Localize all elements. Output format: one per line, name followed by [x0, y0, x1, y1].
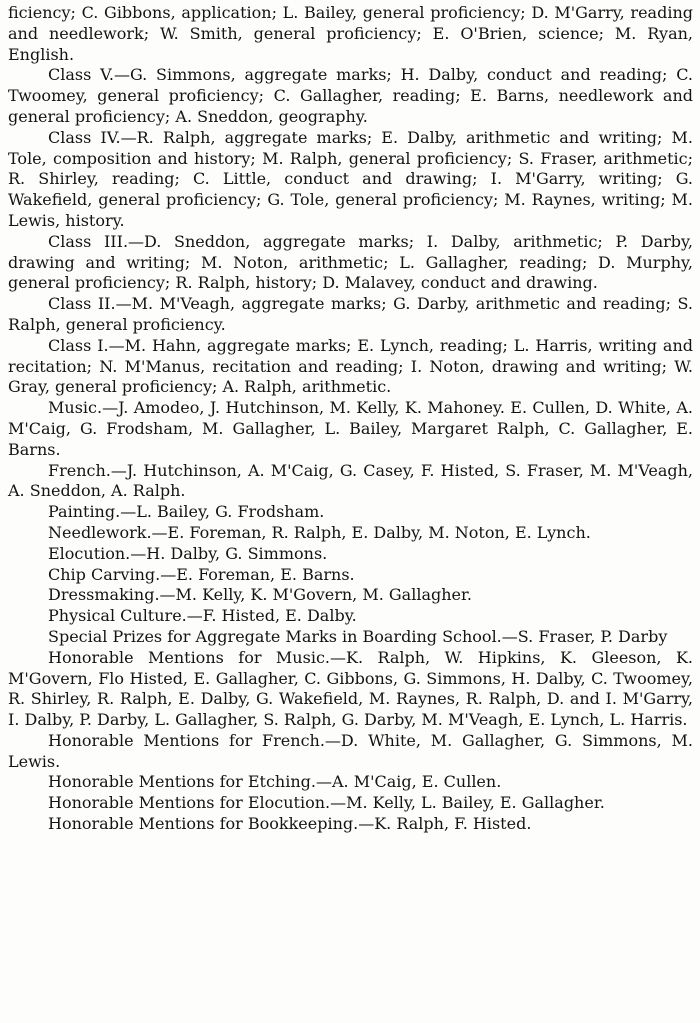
paragraph-french: French.—J. Hutchinson, A. M'Caig, G. Casey, F. Histed, S. Fraser, M. M'Veagh, A. Sneddon, A. Ralph.	[8, 460, 693, 501]
paragraph-physical-culture: Physical Culture.—F. Histed, E. Dalby.	[48, 606, 357, 626]
paragraph-elocution: Elocution.—H. Dalby, G. Simmons.	[48, 543, 328, 563]
paragraph-honorable-french: Honorable Mentions for French.—D. White, M. Gallagher, G. Simmons, M. Lewis.	[8, 730, 693, 771]
paragraph-dressmaking: Dressmaking.—M. Kelly, K. M'Govern, M. Gallagher.	[48, 585, 472, 605]
paragraph-painting: Painting.—L. Bailey, G. Frodsham.	[48, 502, 325, 522]
paragraph-special-prizes: Special Prizes for Aggregate Marks in Boarding School.—S. Fraser, P. Darby	[48, 626, 668, 646]
paragraph-honorable-elocution: Honorable Mentions for Elocution.—M. Kelly, L. Bailey, E. Gallagher.	[48, 793, 605, 813]
paragraph-class-iv: Class IV.—R. Ralph, aggregate marks; E. Dalby, arithmetic and writing; M. Tole, composition and history; M. Ralph, general proficiency; S. Fraser, arithmetic; R. Shirley, reading; C. Little, conduct and drawing; I. M'Garry, writing; G. Wakefield, general proficiency; G. Tole, general proficiency; M. Raynes, writing; M. Lewis, history.	[8, 127, 693, 230]
paragraph-music: Music.—J. Amodeo, J. Hutchinson, M. Kelly, K. Mahoney. E. Cullen, D. White, A. M'Caig, G. Frodsham, M. Gallagher, L. Bailey, Margaret Ralph, C. Gallagher, E. Barns.	[8, 398, 693, 459]
paragraph-class-i: Class I.—M. Hahn, aggregate marks; E. Lynch, reading; L. Harris, writing and recitation; N. M'Manus, recitation and reading; I. Noton, drawing and writing; W. Gray, general proficiency; A. Ralph, arithmetic.	[8, 335, 693, 397]
paragraph-needlework: Needlework.—E. Foreman, R. Ralph, E. Dalby, M. Noton, E. Lynch.	[48, 522, 591, 542]
paragraph-honorable-etching: Honorable Mentions for Etching.—A. M'Caig, E. Cullen.	[48, 772, 502, 792]
paragraph-class-iii: Class III.—D. Sneddon, aggregate marks; I. Dalby, arithmetic; P. Darby, drawing and writing; M. Noton, arithmetic; L. Gallagher, reading; D. Murphy, general proficiency; R. Ralph, history; D. Malavey, conduct and drawing.	[8, 231, 693, 293]
paragraph-honorable-bookkeeping: Honorable Mentions for Bookkeeping.—K. Ralph, F. Histed.	[48, 814, 532, 834]
paragraph-class-ii: Class II.—M. M'Veagh, aggregate marks; G. Darby, arithmetic and reading; S. Ralph, general proficiency.	[8, 294, 693, 334]
paragraph-continued-prize-list: ficiency; C. Gibbons, application; L. Bailey, general proficiency; D. M'Garry, reading and needlework; W. Smith, general proficiency; E. O'Brien, science; M. Ryan, English.	[8, 3, 693, 64]
paragraph-chip-carving: Chip Carving.—E. Foreman, E. Barns.	[48, 564, 355, 584]
paragraph-class-v: Class V.—G. Simmons, aggregate marks; H. Dalby, conduct and reading; C. Twoomey, general proficiency; C. Gallagher, reading; E. Barns, needlework and general proficiency; A. Sneddon, geography.	[8, 65, 693, 126]
paragraph-honorable-music: Honorable Mentions for Music.—K. Ralph, W. Hipkins, K. Gleeson, K. M'Govern, Flo Histed, E. Gallagher, C. Gibbons, G. Simmons, H. Dalby, C. Twoomey, R. Shirley, R. Ralph, E. Dalby, G. Wakefield, M. Raynes, R. Ralph, D. and I. M'Garry, I. Dalby, P. Darby, L. Gallagher, S. Ralph, G. Darby, M. M'Veagh, E. Lynch, L. Harris.	[8, 647, 693, 730]
